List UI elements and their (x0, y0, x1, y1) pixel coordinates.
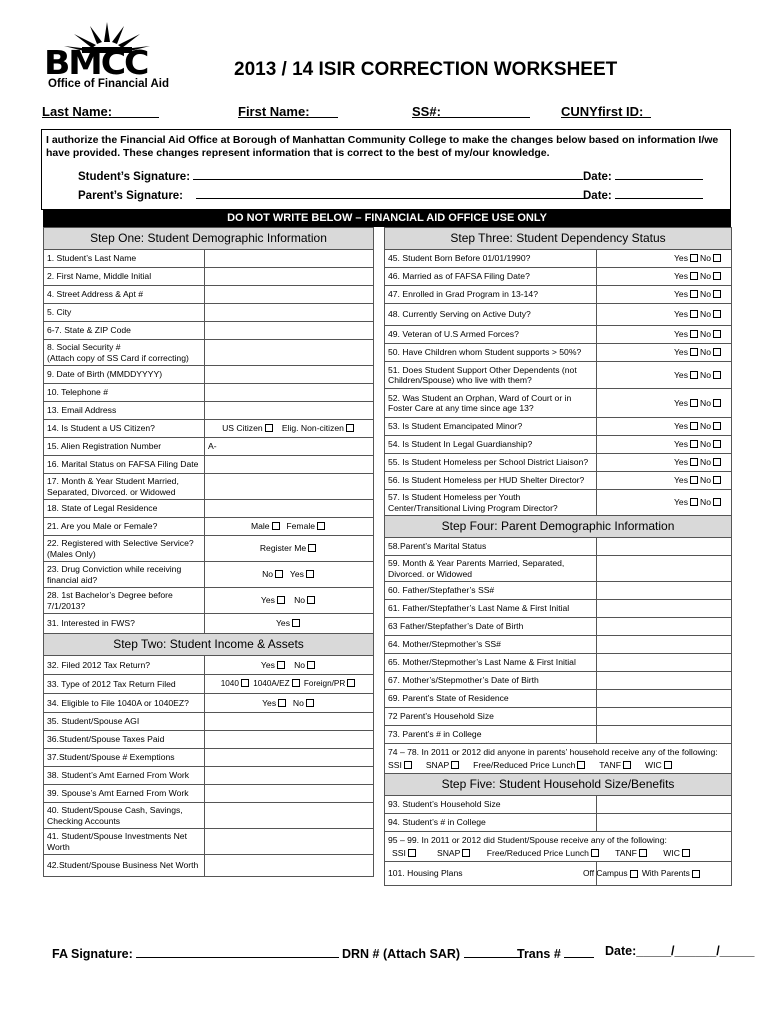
office-use-banner: DO NOT WRITE BELOW – FINANCIAL AID OFFICE USE ONLY (43, 210, 731, 227)
table-row: 22. Registered with Selective Service? (Males Only) Register Me (44, 536, 374, 562)
table-row: 46. Married as of FAFSA Filing Date? Yes No (385, 268, 732, 286)
fa-signature-label: FA Signature: (52, 947, 133, 961)
table-row: 13. Email Address (44, 402, 374, 420)
student-signature-field[interactable] (193, 166, 583, 180)
form-1040aez-checkbox[interactable] (292, 679, 300, 687)
table-row: 18. State of Legal Residence (44, 500, 374, 518)
yes-checkbox[interactable] (690, 399, 698, 407)
form-1040-checkbox[interactable] (241, 679, 249, 687)
no-checkbox[interactable] (713, 498, 721, 506)
no-checkbox[interactable] (713, 458, 721, 466)
table-row: 35. Student/Spouse AGI (44, 713, 374, 731)
female-checkbox[interactable] (317, 522, 325, 530)
fa-signature (52, 944, 339, 961)
yes-checkbox[interactable] (690, 440, 698, 448)
student-date-label: Date: (583, 171, 612, 183)
student-wic-checkbox[interactable] (682, 849, 690, 857)
table-row: 32. Filed 2012 Tax Return? Yes No (44, 656, 374, 675)
parent-ssi-checkbox[interactable] (404, 761, 412, 769)
logo-subtitle: Office of Financial Aid (48, 78, 169, 90)
parent-date-field[interactable] (615, 185, 703, 199)
no-checkbox[interactable] (713, 476, 721, 484)
step-five-header: Step Five: Student Household Size/Benefits (385, 774, 732, 796)
no-checkbox[interactable] (713, 399, 721, 407)
table-row: 56. Is Student Homeless per HUD Shelter Director? Yes No (385, 472, 732, 490)
table-row: 1. Student’s Last Name (44, 250, 374, 268)
trans (517, 944, 594, 961)
bmcc-logo (44, 20, 179, 92)
table-row: 93. Student’s Household Size (385, 796, 732, 814)
parent-benefits-row: 74 – 78. In 2011 or 2012 did anyone in parents’ household receive any of the following: SSI SNAP Free/Reduced Price Lunch TANF WIC (385, 744, 732, 774)
table-row: 52. Was Student an Orphan, Ward of Court or in Foster Care at any time since age 13? Yes No (385, 389, 732, 418)
yes-checkbox[interactable] (690, 310, 698, 318)
step-three-header: Step Three: Student Dependency Status (385, 228, 732, 250)
table-row: 58.Parent’s Marital Status (385, 538, 732, 556)
no-checkbox[interactable] (713, 310, 721, 318)
step-four-header: Step Four: Parent Demographic Information (385, 516, 732, 538)
tax-yes-checkbox[interactable] (277, 661, 285, 669)
ssn-label: SS#: (412, 104, 441, 119)
yes-checkbox[interactable] (690, 348, 698, 356)
page-title: 2013 / 14 ISIR CORRECTION WORKSHEET (234, 59, 618, 80)
trans-label: Trans # (517, 947, 561, 961)
yes-checkbox[interactable] (690, 498, 698, 506)
drug-yes-checkbox[interactable] (306, 570, 314, 578)
student-benefits-row: 95 – 99. In 2011 or 2012 did Student/Spouse receive any of the following: SSI SNAP Free/Reduced Price Lunch TANF WIC (385, 832, 732, 862)
drn-field[interactable] (464, 944, 522, 958)
elig-noncitizen-checkbox[interactable] (346, 424, 354, 432)
table-row: 65. Mother/Stepmother’s Last Name & First Initial (385, 654, 732, 672)
table-row: 72 Parent’s Household Size (385, 708, 732, 726)
table-row: 17. Month & Year Student Married, Separated, Divorced. or Widowed (44, 474, 374, 500)
logo-text: BMCC (44, 43, 148, 82)
table-row: 53. Is Student Emancipated Minor? Yes No (385, 418, 732, 436)
parent-date-label: Date: (583, 190, 612, 202)
table-row: 54. Is Student In Legal Guardianship? Yes No (385, 436, 732, 454)
yes-checkbox[interactable] (690, 476, 698, 484)
table-row: 69. Parent’s State of Residence (385, 690, 732, 708)
left-table (43, 227, 374, 877)
table-row: 10. Telephone # (44, 384, 374, 402)
student-snap-checkbox[interactable] (462, 849, 470, 857)
register-me-checkbox[interactable] (308, 544, 316, 552)
drug-no-checkbox[interactable] (275, 570, 283, 578)
first-name-field[interactable] (238, 104, 338, 118)
table-row: 67. Mother’s/Stepmother’s Date of Birth (385, 672, 732, 690)
parent-signature-label: Parent’s Signature: (78, 190, 184, 202)
student-date-field[interactable] (615, 166, 703, 180)
step-two-header: Step Two: Student Income & Assets (44, 634, 374, 656)
yes-checkbox[interactable] (690, 422, 698, 430)
table-row: 15. Alien Registration Number A- (44, 438, 374, 456)
table-row: 94. Student’s # in College (385, 814, 732, 832)
table-row: 61. Father/Stepfather’s Last Name & First Initial (385, 600, 732, 618)
table-row: 8. Social Security # (Attach copy of SS Card if correcting) (44, 340, 374, 366)
table-row: 21. Are you Male or Female? Male Female (44, 518, 374, 536)
table-row: 59. Month & Year Parents Married, Separated, Divorced. or Widowed (385, 556, 732, 582)
tax-no-checkbox[interactable] (307, 661, 315, 669)
table-row: 49. Veteran of U.S Armed Forces? Yes No (385, 326, 732, 344)
last-name-field[interactable] (42, 104, 159, 118)
yes-checkbox[interactable] (690, 254, 698, 262)
no-checkbox[interactable] (713, 290, 721, 298)
no-checkbox[interactable] (713, 254, 721, 262)
id-row (42, 104, 732, 124)
fa-signature-field[interactable] (136, 944, 339, 958)
table-row: 48. Currently Serving on Active Duty? Yes No (385, 304, 732, 326)
off-campus-checkbox[interactable] (630, 870, 638, 878)
no-checkbox[interactable] (713, 348, 721, 356)
table-row: 31. Interested in FWS? Yes (44, 614, 374, 634)
footer-date[interactable]: Date:_____/______/_____ (605, 944, 755, 958)
first-name-label: First Name: (238, 104, 310, 119)
table-row: 63 Father/Stepfather’s Date of Birth (385, 618, 732, 636)
bachelor-yes-checkbox[interactable] (277, 596, 285, 604)
yes-checkbox[interactable] (690, 371, 698, 379)
table-row: 37.Student/Spouse # Exemptions (44, 749, 374, 767)
table-row: 34. Eligible to File 1040A or 1040EZ? Yes No (44, 694, 374, 713)
table-row: 73. Parent’s # in College (385, 726, 732, 744)
yes-checkbox[interactable] (690, 330, 698, 338)
table-row: 9. Date of Birth (MMDDYYYY) (44, 366, 374, 384)
student-benefits-question: 95 – 99. In 2011 or 2012 did Student/Spouse receive any of the following: (388, 834, 667, 845)
table-row: 36.Student/Spouse Taxes Paid (44, 731, 374, 749)
bachelor-no-checkbox[interactable] (307, 596, 315, 604)
table-row: 33. Type of 2012 Tax Return Filed 1040 1040A/EZ Foreign/PR (44, 675, 374, 694)
table-row: 28. 1st Bachelor’s Degree before 7/1/2013? Yes No (44, 588, 374, 614)
student-signature-label: Student’s Signature: (78, 171, 191, 183)
no-checkbox[interactable] (713, 330, 721, 338)
table-row: 40. Student/Spouse Cash, Savings, Checking Accounts (44, 803, 374, 829)
yes-checkbox[interactable] (690, 458, 698, 466)
table-row: 57. Is Student Homeless per Youth Center/Transitional Living Program Director? Yes No (385, 490, 732, 516)
authorization-box (41, 129, 731, 210)
student-ssi-checkbox[interactable] (408, 849, 416, 857)
right-table (384, 227, 732, 886)
drn-label: DRN # (Attach SAR) (342, 947, 461, 961)
fws-yes-checkbox[interactable] (292, 619, 300, 627)
last-name-label: Last Name: (42, 104, 113, 119)
table-row: 38. Student’s Amt Earned From Work (44, 767, 374, 785)
ssn-field[interactable] (412, 104, 530, 118)
table-row: 45. Student Born Before 01/01/1990? Yes No (385, 250, 732, 268)
cunyfirst-label: CUNYfirst ID: (561, 104, 644, 119)
table-row: 4. Street Address & Apt # (44, 286, 374, 304)
table-row: 23. Drug Conviction while receiving financial aid? No Yes (44, 562, 374, 588)
authorization-text: I authorize the Financial Aid Office at Borough of Manhattan Community College to make the changes below based on information I/we have provided. These changes represent information that is correct to the best of my/our knowledge. (46, 134, 719, 159)
no-checkbox[interactable] (713, 272, 721, 280)
table-row: 50. Have Children whom Student supports > 50%? Yes No (385, 344, 732, 362)
table-row: 60. Father/Stepfather’s SS# (385, 582, 732, 600)
with-parents-checkbox[interactable] (692, 870, 700, 878)
student-tanf-checkbox[interactable] (639, 849, 647, 857)
no-checkbox[interactable] (713, 422, 721, 430)
table-row: 16. Marital Status on FAFSA Filing Date (44, 456, 374, 474)
us-citizen-checkbox[interactable] (265, 424, 273, 432)
table-row: 64. Mother/Stepmother’s SS# (385, 636, 732, 654)
male-checkbox[interactable] (272, 522, 280, 530)
student-lunch-checkbox[interactable] (591, 849, 599, 857)
yes-checkbox[interactable] (690, 290, 698, 298)
eligible-yes-checkbox[interactable] (278, 699, 286, 707)
table-row: 5. City (44, 304, 374, 322)
table-row: 39. Spouse’s Amt Earned From Work (44, 785, 374, 803)
eligible-no-checkbox[interactable] (306, 699, 314, 707)
table-row: 2. First Name, Middle Initial (44, 268, 374, 286)
no-checkbox[interactable] (713, 371, 721, 379)
table-row: 51. Does Student Support Other Dependents (not Children/Spouse) who live with them? Yes No (385, 362, 732, 389)
parent-signature-field[interactable] (196, 185, 586, 199)
housing-row: 101. Housing Plans Off Campus With Parents (385, 862, 732, 886)
table-row: 14. Is Student a US Citizen? US Citizen Elig. Non-citizen (44, 420, 374, 438)
parent-lunch-checkbox[interactable] (577, 761, 585, 769)
parent-snap-checkbox[interactable] (451, 761, 459, 769)
parent-wic-checkbox[interactable] (664, 761, 672, 769)
trans-field[interactable] (564, 944, 594, 958)
table-row: 55. Is Student Homeless per School District Liaison? Yes No (385, 454, 732, 472)
table-row: 6-7. State & ZIP Code (44, 322, 374, 340)
cunyfirst-field[interactable] (561, 104, 651, 118)
no-checkbox[interactable] (713, 440, 721, 448)
drn (342, 944, 522, 961)
table-row: 42.Student/Spouse Business Net Worth (44, 855, 374, 877)
step-one-header: Step One: Student Demographic Information (44, 228, 374, 250)
parent-benefits-question: 74 – 78. In 2011 or 2012 did anyone in parents’ household receive any of the following: (388, 746, 718, 757)
foreign-pr-checkbox[interactable] (347, 679, 355, 687)
yes-checkbox[interactable] (690, 272, 698, 280)
table-row: 47. Enrolled in Grad Program in 13-14? Yes No (385, 286, 732, 304)
table-row: 41. Student/Spouse Investments Net Worth (44, 829, 374, 855)
parent-tanf-checkbox[interactable] (623, 761, 631, 769)
